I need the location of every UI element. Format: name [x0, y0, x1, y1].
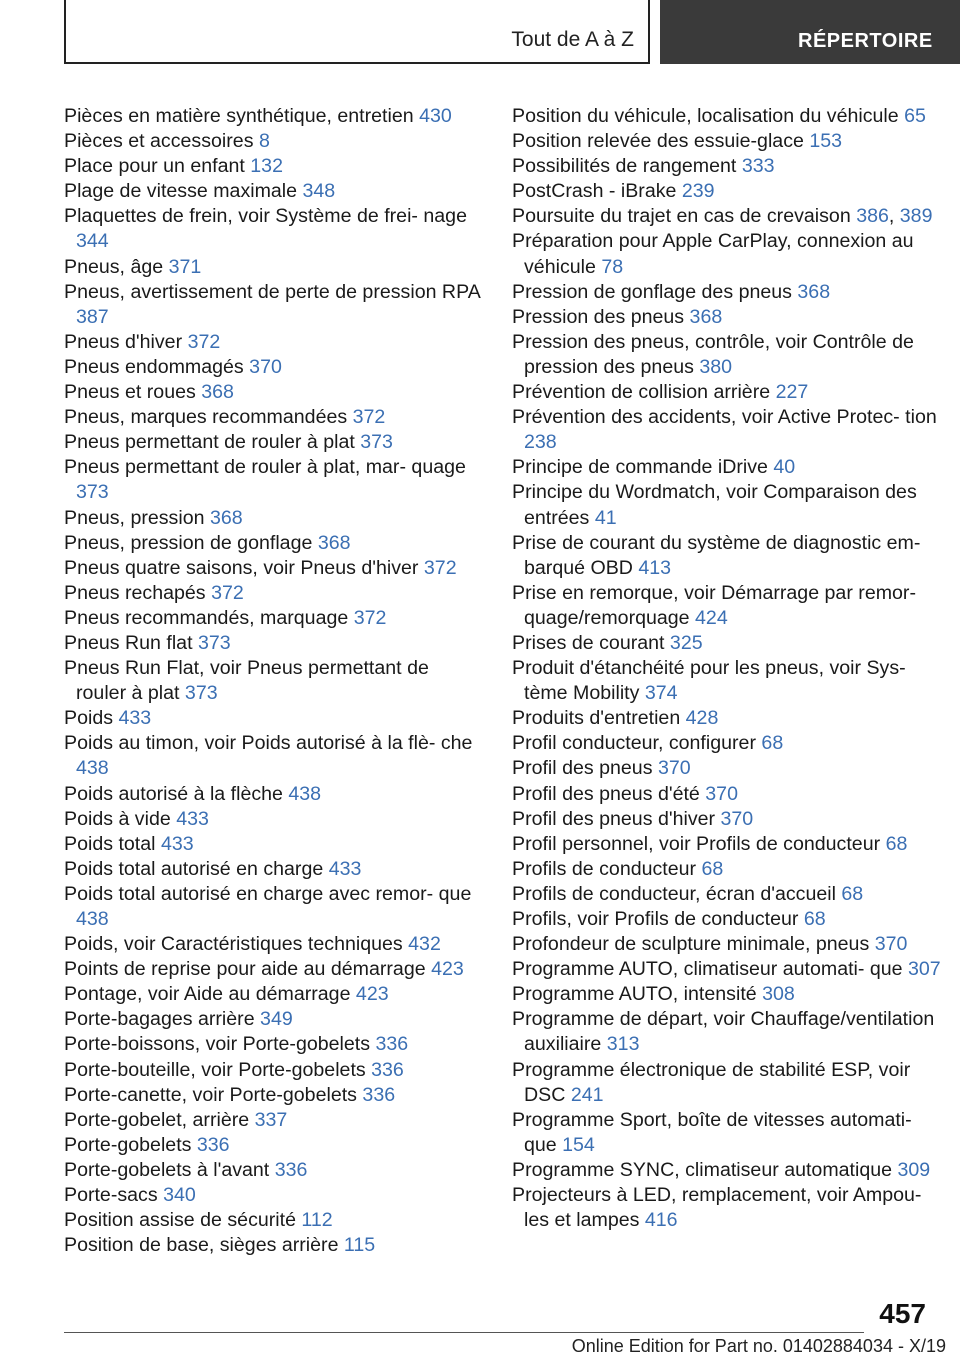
index-entry: [64, 455, 484, 505]
index-term: Poids au timon, voir Poids autorisé à la flè‐ che: [64, 732, 473, 755]
index-entry: [512, 932, 942, 957]
index-entry: [64, 1208, 484, 1233]
index-term: Prise en remorque, voir Démarrage par remor‐ quage/remorquage: [512, 581, 916, 629]
index-entry: [64, 531, 484, 556]
index-entry: [512, 480, 942, 530]
index-term: Préparation pour Apple CarPlay, connexion au véhicule: [512, 230, 914, 278]
index-term: Principe de commande iDrive: [512, 456, 774, 479]
page-reference-link[interactable]: 370: [249, 355, 282, 378]
page-reference-link[interactable]: 336: [362, 1083, 396, 1106]
index-term: Profils de conducteur, écran d'accueil: [512, 882, 842, 905]
index-term: Pneus quatre saisons, voir Pneus d'hiver: [64, 556, 424, 579]
page-reference-link[interactable]: 433: [176, 807, 209, 830]
index-term: Programme de départ, voir Chauffage/ventilation auxiliaire: [512, 1008, 935, 1056]
index-entry: [64, 656, 484, 706]
index-entry: [64, 129, 484, 154]
index-term: Pneus, âge: [64, 255, 169, 278]
page-reference-link[interactable]: 68: [885, 832, 908, 855]
index-entry: [64, 932, 484, 957]
index-entry: [512, 455, 942, 480]
page-reference-link[interactable]: 307: [908, 958, 941, 981]
page-reference-link[interactable]: 368: [209, 506, 243, 529]
index-entry: [512, 305, 942, 330]
index-entry: [64, 179, 484, 204]
page-reference-link[interactable]: 336: [375, 1033, 409, 1056]
index-entry: [64, 1032, 484, 1057]
index-term: Programme SYNC, climatiseur automatique: [512, 1158, 898, 1181]
index-term: Pneus permettant de rouler à plat: [64, 431, 361, 454]
index-entry: [64, 631, 484, 656]
index-entry: [512, 807, 942, 832]
index-term: Produits d'entretien: [512, 707, 686, 730]
page-reference-link[interactable]: 68: [841, 882, 864, 905]
index-entry: [64, 982, 484, 1007]
index-term: Poids total autorisé en charge: [64, 857, 329, 880]
page-reference-link[interactable]: 308: [762, 983, 795, 1006]
index-entry: [64, 1158, 484, 1183]
index-term: Points de reprise pour aide au démarrage: [64, 958, 432, 981]
page-reference-link[interactable]: 416: [644, 1209, 678, 1232]
index-term: Programme AUTO, intensité: [512, 983, 763, 1006]
page-reference-link[interactable]: 430: [419, 105, 452, 127]
page-reference-link[interactable]: 370: [720, 807, 754, 830]
page-reference-link[interactable]: 241: [570, 1083, 604, 1106]
page-reference-link[interactable]: 68: [701, 857, 724, 880]
page-reference-link[interactable]: 340: [163, 1184, 196, 1207]
index-term: Pression des pneus: [512, 305, 690, 328]
index-entry: [512, 882, 942, 907]
page-reference-link[interactable]: 372: [423, 556, 457, 579]
index-term: Pneus Run Flat, voir Pneus permettant de rouler à plat: [64, 657, 429, 705]
index-term: Profil des pneus: [512, 757, 658, 780]
page-reference-link[interactable]: 336: [274, 1158, 308, 1181]
page-reference-link[interactable]: 40: [773, 456, 796, 479]
index-term: Porte-gobelet, arrière: [64, 1108, 255, 1131]
page-reference-link[interactable]: 153: [809, 130, 843, 153]
index-entry: [64, 506, 484, 531]
index-entry: [64, 104, 484, 129]
index-term: Pression de gonflage des pneus: [512, 280, 798, 303]
index-term: Place pour un enfant: [64, 155, 251, 178]
index-term: Pneus endommagés: [64, 355, 250, 378]
page-reference-link[interactable]: 370: [874, 933, 908, 956]
index-entry: [64, 430, 484, 455]
index-term: Possibilités de rangement: [512, 155, 742, 178]
index-entry: [512, 531, 942, 581]
index-entry: [64, 1233, 484, 1258]
index-term: Profil conducteur, configurer: [512, 732, 762, 755]
index-entry: [512, 756, 942, 781]
index-entry: [512, 380, 942, 405]
index-entry: [512, 179, 942, 204]
page-reference-link[interactable]: 227: [775, 381, 809, 404]
page-reference-link[interactable]: 373: [76, 481, 109, 504]
index-entry: [64, 1007, 484, 1032]
index-term: Porte-gobelets: [64, 1133, 197, 1156]
page-reference-link[interactable]: 41: [594, 506, 617, 529]
index-entry: [64, 807, 484, 832]
index-term: Position assise de sécurité: [64, 1209, 302, 1232]
page-reference-link[interactable]: 368: [689, 305, 723, 328]
index-entry: [512, 656, 942, 706]
index-entry: [64, 405, 484, 430]
page-reference-link[interactable]: 65: [904, 105, 926, 127]
page-reference-link[interactable]: 372: [211, 581, 244, 604]
index-entry: [512, 581, 942, 631]
index-term: Plage de vitesse maximale: [64, 180, 303, 203]
index-term: Pneus, pression: [64, 506, 210, 529]
index-entry: [512, 1158, 942, 1183]
footer-edition: Online Edition for Part no. 01402884034 - X/19: [571, 1336, 946, 1356]
page-number: 457: [879, 1298, 926, 1329]
page-reference-link[interactable]: 348: [302, 180, 336, 203]
index-term: Porte-boissons, voir Porte-gobelets: [64, 1033, 376, 1056]
page-reference-link[interactable]: 313: [606, 1033, 640, 1056]
page-reference-link[interactable]: 239: [681, 180, 715, 203]
index-entry: [512, 907, 942, 932]
index-term: Pneus d'hiver: [64, 330, 188, 353]
index-column-right: [512, 104, 942, 1233]
page-reference-link[interactable]: 374: [644, 682, 678, 705]
index-term: Position de base, sièges arrière: [64, 1234, 344, 1257]
page-reference-link[interactable]: 433: [160, 832, 194, 855]
index-term: Pièces et accessoires: [64, 130, 259, 153]
page-reference-link[interactable]: 413: [638, 556, 672, 579]
page-reference-link[interactable]: 372: [187, 330, 221, 353]
index-entry: [512, 782, 942, 807]
index-entry: [512, 706, 942, 731]
page-reference-link[interactable]: 344: [76, 230, 109, 253]
index-entry: [512, 129, 942, 154]
index-entry: [512, 957, 942, 982]
index-entry: [64, 255, 484, 280]
page-reference-link[interactable]: 386: [856, 205, 889, 228]
index-term: Profils de conducteur: [512, 857, 702, 880]
index-entry: [64, 380, 484, 405]
page-reference-link[interactable]: 438: [288, 782, 322, 805]
index-entry: [64, 606, 484, 631]
page-reference-link[interactable]: 68: [761, 732, 784, 755]
header-section-tab: [660, 0, 960, 64]
index-entry: [512, 330, 942, 380]
index-term: Programme AUTO, climatiseur automati‐ que: [512, 958, 909, 981]
index-term: Plaquettes de frein, voir Système de frei‐ nage: [64, 205, 467, 228]
index-entry: [512, 1007, 942, 1057]
page-reference-link[interactable]: 438: [76, 757, 109, 780]
page-reference-link[interactable]: 424: [695, 606, 728, 629]
index-entry: [512, 731, 942, 756]
page-reference-link[interactable]: 370: [657, 757, 691, 780]
index-term: Pneus, avertissement de perte de pression RPA: [64, 280, 480, 303]
index-entry: [64, 581, 484, 606]
index-entry: [64, 280, 484, 330]
page-reference-link[interactable]: 433: [118, 707, 152, 730]
index-term: PostCrash - iBrake: [512, 180, 682, 203]
index-term: Prévention de collision arrière: [512, 381, 776, 404]
index-term: Porte-sacs: [64, 1184, 164, 1207]
index-term: Poids total: [64, 832, 161, 855]
index-entry: [512, 280, 942, 305]
index-entry: [64, 1183, 484, 1208]
index-entry: [512, 229, 942, 279]
index-entry: [64, 556, 484, 581]
index-term: Pontage, voir Aide au démarrage: [64, 983, 356, 1006]
page-reference-link[interactable]: 68: [803, 908, 826, 930]
header-section-label: RÉPERTOIRE: [798, 30, 933, 52]
index-entry: [64, 857, 484, 882]
page-reference-link[interactable]: 371: [168, 255, 202, 278]
index-term: Position du véhicule, localisation du véhicule: [512, 105, 905, 127]
index-term: Porte-bouteille, voir Porte-gobelets: [64, 1058, 372, 1081]
page-reference-link[interactable]: 373: [184, 682, 218, 705]
index-entry: [512, 857, 942, 882]
page-reference-link[interactable]: 387: [76, 305, 109, 328]
index-term: Prévention des accidents, voir Active Protec‐ tion: [512, 406, 937, 429]
page-reference-link[interactable]: 368: [201, 381, 234, 404]
footer-divider: [64, 1332, 864, 1333]
index-term: Porte-gobelets à l'avant: [64, 1158, 275, 1181]
index-term: Pièces en matière synthétique, entretien: [64, 105, 420, 127]
index-term: Profondeur de sculpture minimale, pneus: [512, 933, 875, 956]
page-reference-link[interactable]: 373: [197, 631, 231, 654]
index-entry: Poursuite du trajet en cas de crevaison 386, 389: [512, 205, 933, 228]
index-term: Porte-bagages arrière: [64, 1008, 261, 1031]
page-reference-link[interactable]: 337: [254, 1108, 288, 1131]
page-reference-link[interactable]: 333: [741, 155, 775, 178]
page-reference-link[interactable]: 8: [258, 130, 270, 153]
page-reference-link[interactable]: 238: [524, 431, 557, 454]
page-reference-link[interactable]: 373: [360, 431, 393, 454]
index-term: Poids: [64, 707, 119, 730]
index-entry: [64, 882, 484, 932]
index-entry: [512, 631, 942, 656]
page-reference-link[interactable]: 368: [317, 531, 351, 554]
page-reference-link[interactable]: 368: [797, 280, 831, 303]
index-term: Pneus, marques recommandées: [64, 406, 353, 429]
index-term: Programme Sport, boîte de vitesses automati‐ que: [512, 1108, 912, 1156]
index-term: Profil des pneus d'été: [512, 782, 706, 805]
index-term: Prises de courant: [512, 631, 670, 654]
page-reference-link[interactable]: 428: [685, 707, 719, 730]
page-reference-link[interactable]: 380: [699, 355, 733, 378]
index-entry: [64, 1133, 484, 1158]
page-reference-link[interactable]: 112: [301, 1209, 333, 1232]
index-column-left: [64, 104, 484, 1258]
index-term: Programme électronique de stabilité ESP, voir DSC: [512, 1058, 911, 1106]
header-left-box: [64, 0, 650, 64]
index-term: Projecteurs à LED, remplacement, voir Ampou‐ les et lampes: [512, 1184, 922, 1232]
page-reference-link[interactable]: 423: [431, 958, 464, 981]
index-entry: [64, 731, 484, 781]
index-term: Pneus recommandés, marquage: [64, 606, 354, 629]
page-reference-link[interactable]: 372: [352, 406, 386, 429]
index-entry: [512, 832, 942, 857]
index-entry: [512, 104, 942, 129]
index-entry: [512, 1058, 942, 1108]
index-entry: [512, 405, 942, 455]
page-reference-link[interactable]: 389: [899, 205, 933, 228]
index-entry: [64, 1058, 484, 1083]
page-reference-link[interactable]: 433: [328, 857, 362, 880]
index-entry: [64, 1108, 484, 1133]
index-term: Pression des pneus, contrôle, voir Contrôle de pression des pneus: [512, 330, 914, 378]
index-term: Position relevée des essuie-glace: [512, 130, 810, 153]
page-reference-link[interactable]: 309: [897, 1158, 931, 1181]
page-reference-link[interactable]: 438: [76, 908, 109, 930]
index-entry: [64, 330, 484, 355]
index-entry: [512, 1108, 942, 1158]
index-entry: [512, 154, 942, 179]
index-term: Profils, voir Profils de conducteur: [512, 908, 804, 930]
page-reference-link[interactable]: 349: [260, 1008, 293, 1031]
index-entry: [64, 204, 484, 254]
index-entry: [64, 355, 484, 380]
page-reference-link[interactable]: 115: [343, 1234, 376, 1257]
index-term: Profil des pneus d'hiver: [512, 807, 721, 830]
page-reference-link[interactable]: 372: [353, 606, 387, 629]
page-reference-link[interactable]: 432: [408, 933, 441, 956]
index-term: Pneus et roues: [64, 381, 202, 404]
index-entry: [64, 1083, 484, 1108]
index-term: Prise de courant du système de diagnostic em‐ barqué OBD: [512, 531, 921, 579]
header-title: Tout de A à Z: [511, 28, 634, 51]
index-term: Poids à vide: [64, 807, 177, 830]
index-entry: [64, 957, 484, 982]
page-reference-link[interactable]: 325: [669, 631, 703, 654]
index-entry: [64, 706, 484, 731]
page-reference-link[interactable]: 78: [601, 255, 624, 278]
index-term: Poids total autorisé en charge avec remor‐ que: [64, 882, 472, 905]
index-term: Principe du Wordmatch, voir Comparaison des entrées: [512, 481, 917, 529]
page-reference-link[interactable]: 336: [371, 1058, 404, 1081]
index-entry: [64, 782, 484, 807]
index-term: Pneus Run flat: [64, 631, 198, 654]
index-entry: [64, 154, 484, 179]
index-term: Pneus permettant de rouler à plat, mar‐ quage: [64, 456, 466, 479]
index-entry: [64, 832, 484, 857]
page-reference-link[interactable]: 423: [355, 983, 389, 1006]
page-reference-link[interactable]: 132: [250, 155, 283, 178]
index-term: Porte-canette, voir Porte-gobelets: [64, 1083, 363, 1106]
index-term: Poursuite du trajet en cas de crevaison: [512, 205, 857, 228]
index-entry: [512, 1183, 942, 1233]
page-reference-link[interactable]: 154: [562, 1133, 595, 1156]
page-reference-link[interactable]: 370: [705, 782, 738, 805]
index-term: Produit d'étanchéité pour les pneus, voir Sys‐ tème Mobility: [512, 657, 906, 705]
index-term: Profil personnel, voir Profils de conducteur: [512, 832, 886, 855]
index-term: Poids autorisé à la flèche: [64, 782, 289, 805]
index-term: Poids, voir Caractéristiques techniques: [64, 933, 409, 956]
index-term: Pneus rechapés: [64, 581, 212, 604]
index-entry: [512, 982, 942, 1007]
page-reference-link[interactable]: 336: [196, 1133, 230, 1156]
index-term: Pneus, pression de gonflage: [64, 531, 318, 554]
